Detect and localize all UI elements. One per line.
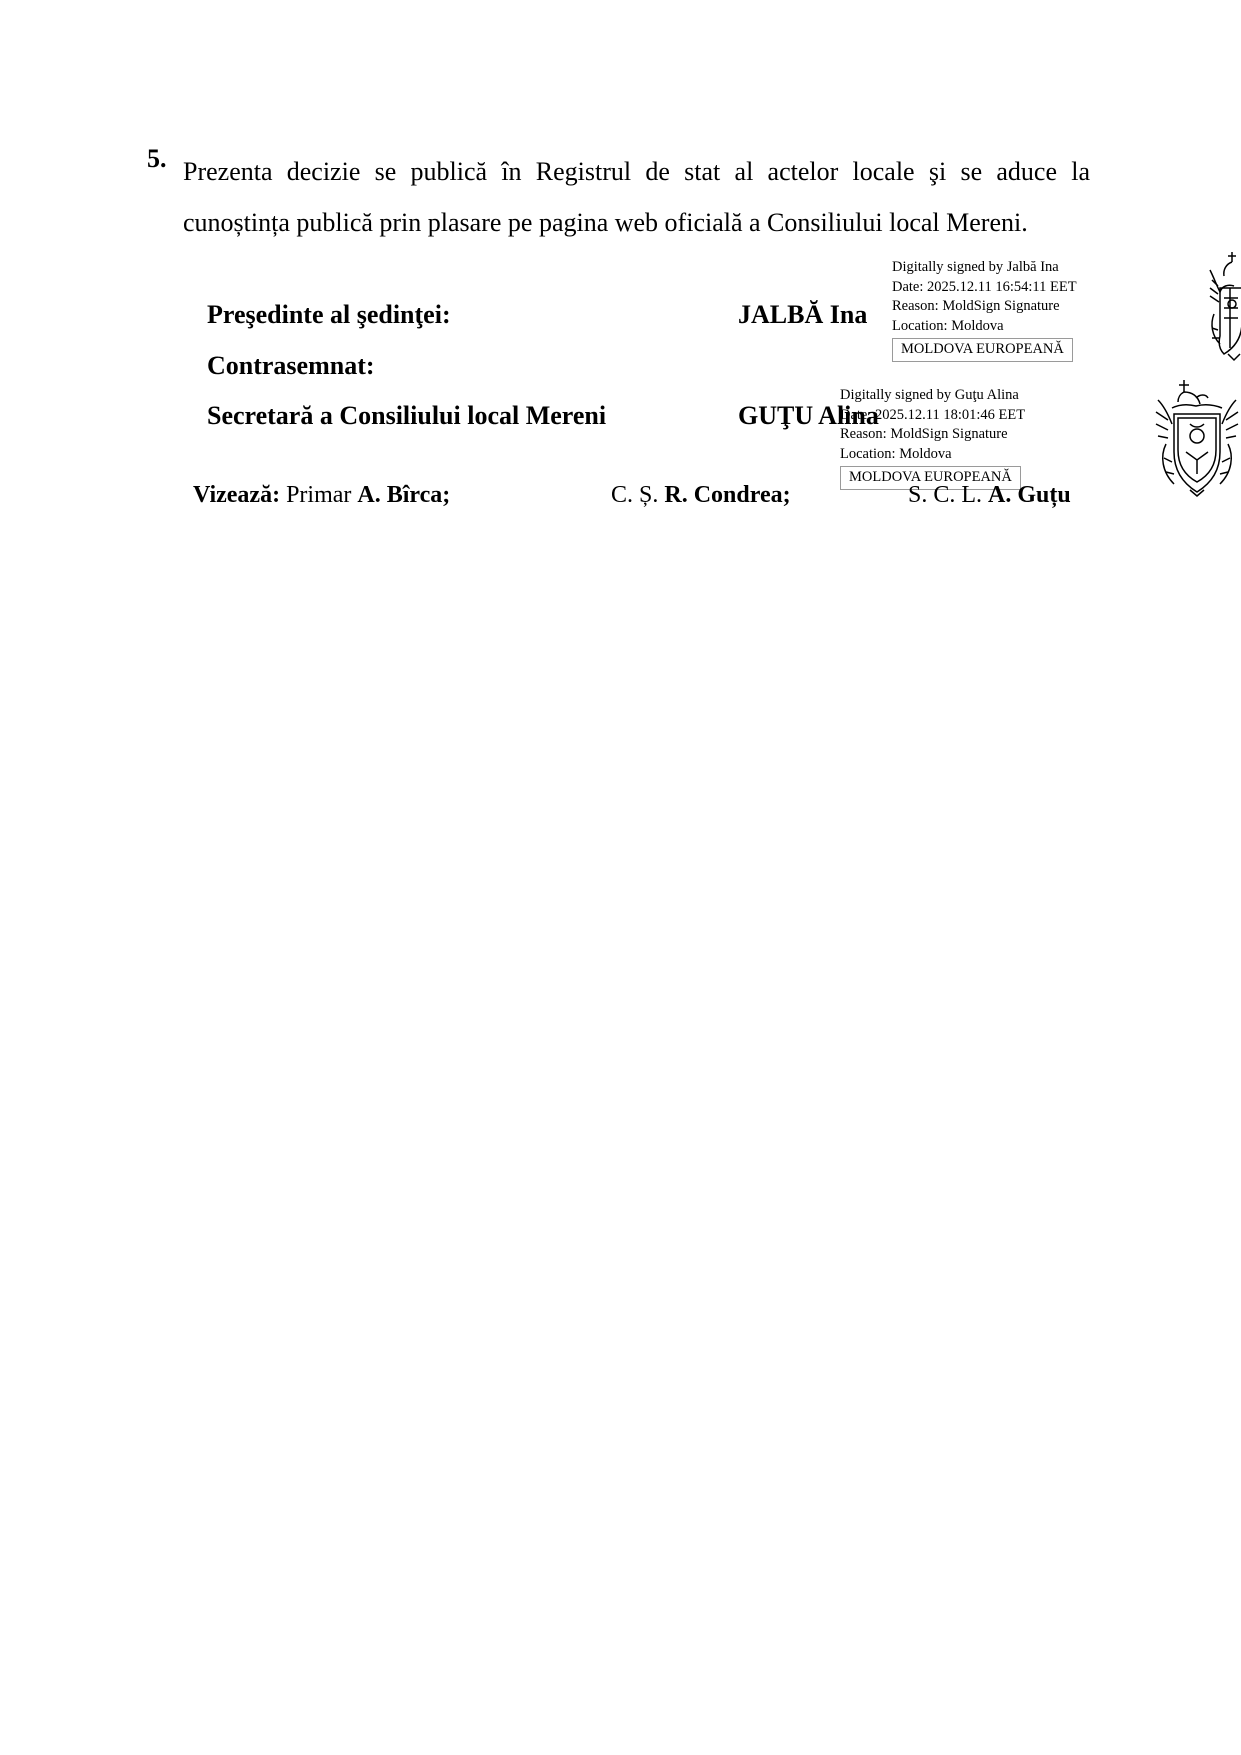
signature-date-text: Date: 2025.12.11 18:01:46 EET	[840, 406, 1026, 423]
scl-name: A. Guțu	[988, 482, 1071, 508]
signature-date-text: Date: 2025.12.11 16:54:11 EET	[892, 278, 1077, 295]
signature-location-text: Location: Moldova	[892, 317, 1004, 334]
primar-prefix: Primar	[286, 482, 352, 508]
president-name: JALBĂ Ina	[738, 300, 868, 329]
vizeaza-scl	[908, 483, 1071, 507]
countersigned-label: Contrasemnat:	[207, 351, 375, 380]
vizeaza-cs	[611, 483, 791, 507]
moldova-coat-of-arms-icon	[1154, 378, 1240, 498]
digital-signature-stamp-2	[840, 386, 1025, 490]
signature-reason-text: Reason: MoldSign Signature	[840, 426, 1008, 442]
moldova-coat-of-arms-icon	[1206, 250, 1241, 362]
signed-by-text: Digitally signed by Guţu Alina	[840, 387, 1019, 403]
secretary-label: Secretară a Consiliului local Mereni	[207, 401, 607, 430]
cs-name: R. Condrea;	[664, 482, 791, 508]
vizeaza-label: Vizează:	[193, 482, 281, 508]
item-number: 5.	[147, 144, 167, 173]
signature-tag: MOLDOVA EUROPEANĂ	[892, 338, 1073, 362]
item-paragraph: Prezenta decizie se publică în Registrul de stat al actelor locale şi se aduce la cunoștința publică prin plasare pe pagina web oficială a Consiliului local Mereni.	[183, 157, 1090, 237]
cs-prefix: C. Ș.	[611, 482, 659, 508]
primar-name: A. Bîrca;	[357, 482, 451, 508]
president-label: Preşedinte al şedinţei:	[207, 300, 451, 329]
signature-tag: MOLDOVA EUROPEANĂ	[840, 466, 1021, 490]
signature-reason-text: Reason: MoldSign Signature	[892, 298, 1060, 314]
signed-by-text: Digitally signed by Jalbă Ina	[892, 259, 1059, 275]
digital-signature-stamp-1	[892, 258, 1077, 362]
secretary-name: GUŢU Alina	[738, 401, 879, 430]
signature-location-text: Location: Moldova	[840, 445, 952, 462]
vizeaza-primar	[193, 483, 450, 507]
scl-prefix: S. C. L.	[908, 482, 983, 508]
